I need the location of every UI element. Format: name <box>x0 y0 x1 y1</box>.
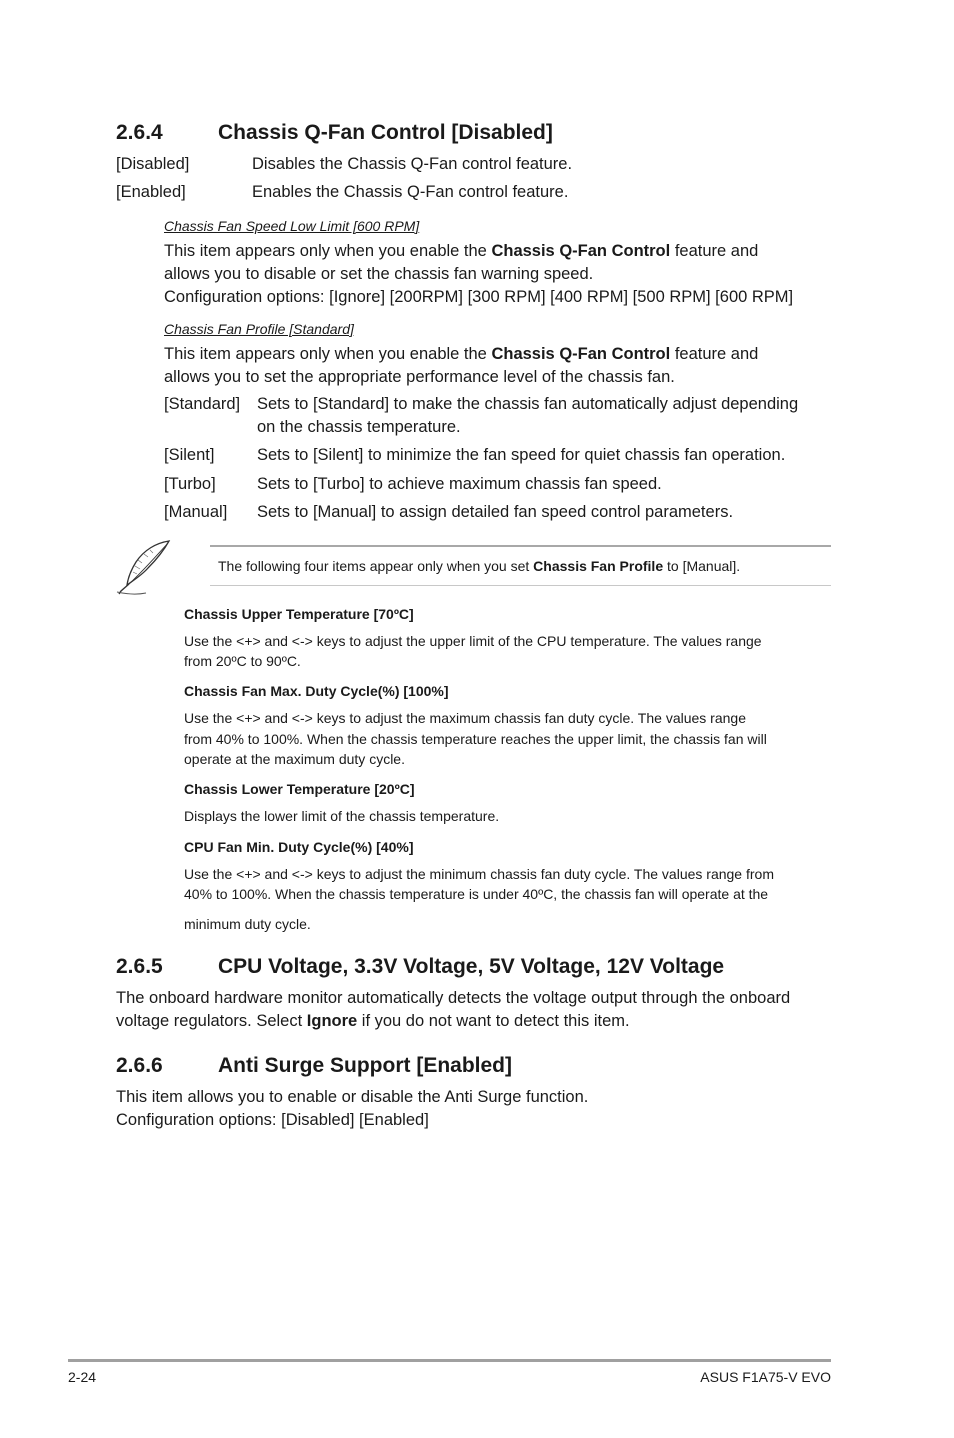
min-duty-line1: Use the <+> and <-> keys to adjust the minimum chassis fan duty cycle. The values range from <box>184 866 774 882</box>
option-enabled-key: [Enabled] <box>116 183 186 201</box>
lower-temp-title: Chassis Lower Temperature [20ºC] <box>184 781 415 797</box>
chassis-qfan-control-term: Chassis Q-Fan Control <box>491 345 671 363</box>
footer-page-number: 2-24 <box>68 1369 97 1385</box>
fan-speed-low-limit-label: Chassis Fan Speed Low Limit [600 RPM] <box>164 218 420 234</box>
footer-rule <box>68 1359 831 1362</box>
fan-speed-low-limit-line3: Configuration options: [Ignore] [200RPM] [300 RPM] [400 RPM] [500 RPM] [600 RPM] <box>164 288 794 306</box>
section-266-line1: This item allows you to enable or disable the Anti Surge function. <box>116 1088 589 1106</box>
ignore-term: Ignore <box>306 1012 358 1030</box>
note-text: The following four items appear only when you set Chassis Fan Profile to [Manual]. <box>218 558 741 574</box>
max-duty-line2: from 40% to 100%. When the chassis temperature reaches the upper limit, the chassis fan will <box>184 731 767 747</box>
footer-product-name: ASUS F1A75-V EVO <box>700 1369 831 1385</box>
profile-silent-key: [Silent] <box>164 446 215 464</box>
option-disabled-desc: Disables the Chassis Q-Fan control feature. <box>252 155 573 173</box>
option-enabled-desc: Enables the Chassis Q-Fan control feature. <box>252 183 569 201</box>
profile-standard-desc2: on the chassis temperature. <box>257 418 461 436</box>
section-266-number: 2.6.6 <box>116 1054 163 1077</box>
chassis-qfan-control-term: Chassis Q-Fan Control <box>491 242 671 260</box>
fan-speed-low-limit-line2: allows you to disable or set the chassis fan warning speed. <box>164 265 594 283</box>
section-265-number: 2.6.5 <box>116 955 163 978</box>
lower-temp-line1: Displays the lower limit of the chassis temperature. <box>184 808 500 824</box>
profile-standard-desc1: Sets to [Standard] to make the chassis fan automatically adjust depending <box>257 395 799 413</box>
section-264-title: Chassis Q-Fan Control [Disabled] <box>218 121 553 144</box>
min-duty-line3: minimum duty cycle. <box>184 916 311 932</box>
section-266-title: Anti Surge Support [Enabled] <box>218 1054 512 1077</box>
profile-manual-key: [Manual] <box>164 503 228 521</box>
section-265-title: CPU Voltage, 3.3V Voltage, 5V Voltage, 12V Voltage <box>218 955 725 978</box>
profile-standard-key: [Standard] <box>164 395 241 413</box>
max-duty-line3: operate at the maximum duty cycle. <box>184 751 405 767</box>
section-264-number: 2.6.4 <box>116 121 163 144</box>
min-duty-title: CPU Fan Min. Duty Cycle(%) [40%] <box>184 839 414 855</box>
section-265-line1: The onboard hardware monitor automatically detects the voltage output through the onboard <box>116 989 791 1007</box>
profile-silent-desc: Sets to [Silent] to minimize the fan speed for quiet chassis fan operation. <box>257 446 786 464</box>
chassis-fan-profile-term: Chassis Fan Profile <box>533 558 664 574</box>
quill-pen-icon <box>114 538 174 596</box>
option-disabled-key: [Disabled] <box>116 155 190 173</box>
section-265-line2: voltage regulators. Select Ignore if you do not want to detect this item. <box>116 1012 630 1030</box>
upper-temp-title: Chassis Upper Temperature [70ºC] <box>184 606 414 622</box>
fan-profile-label: Chassis Fan Profile [Standard] <box>164 321 354 337</box>
upper-temp-line2: from 20ºC to 90ºC. <box>184 653 301 669</box>
fan-speed-low-limit-line1: This item appears only when you enable the Chassis Q-Fan Control feature and <box>164 242 759 260</box>
max-duty-title: Chassis Fan Max. Duty Cycle(%) [100%] <box>184 683 449 699</box>
note-top-rule <box>210 545 831 547</box>
fan-profile-line1: This item appears only when you enable the Chassis Q-Fan Control feature and <box>164 345 759 363</box>
profile-manual-desc: Sets to [Manual] to assign detailed fan speed control parameters. <box>257 503 734 521</box>
profile-turbo-key: [Turbo] <box>164 475 216 493</box>
min-duty-line2: 40% to 100%. When the chassis temperature is under 40ºC, the chassis fan will operate at the <box>184 886 769 902</box>
profile-turbo-desc: Sets to [Turbo] to achieve maximum chassis fan speed. <box>257 475 662 493</box>
section-266-line2: Configuration options: [Disabled] [Enabled] <box>116 1111 429 1129</box>
upper-temp-line1: Use the <+> and <-> keys to adjust the upper limit of the CPU temperature. The values range <box>184 633 762 649</box>
note-bottom-rule <box>210 585 831 586</box>
fan-profile-line2: allows you to set the appropriate performance level of the chassis fan. <box>164 368 675 386</box>
max-duty-line1: Use the <+> and <-> keys to adjust the maximum chassis fan duty cycle. The values range <box>184 710 746 726</box>
